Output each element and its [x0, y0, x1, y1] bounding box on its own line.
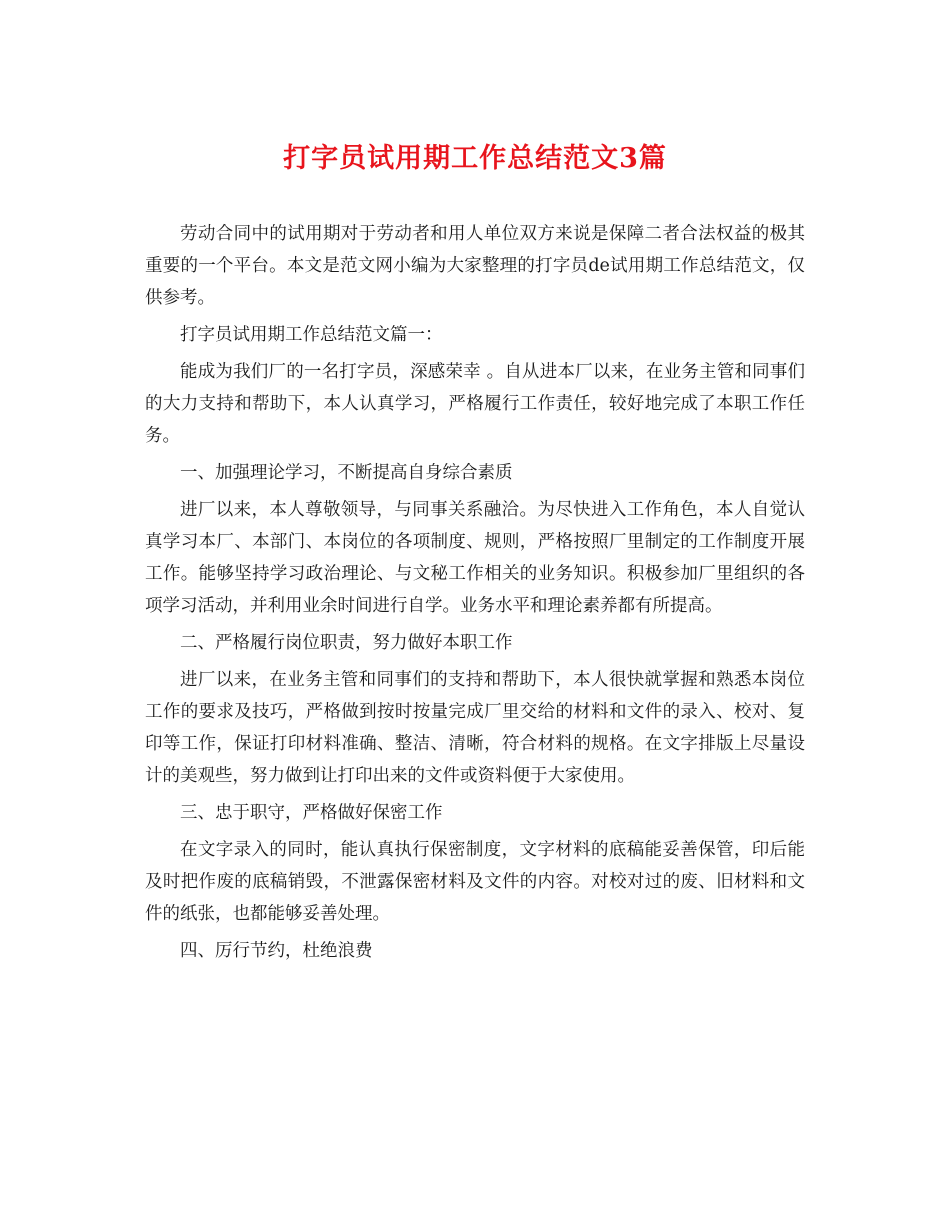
paragraph-section-1: 进厂以来，本人尊敬领导，与同事关系融洽。为尽快进入工作角色，本人自觉认真学习本厂、本部门、本岗位的各项制度、规则，严格按照厂里制定的工作制度开展工作。能够坚持学习政治理论、与文秘工作相关的业务知识。积极参加厂里组织的各项学习活动，并利用业余时间进行自学。业务水平和理论素养都有所提高。 — [145, 499, 805, 617]
section-heading-4: 四、厉行节约，杜绝浪费 — [180, 940, 373, 961]
paragraph-intro: 劳动合同中的试用期对于劳动者和用人单位双方来说是保障二者合法权益的极其重要的一个平台。本文是范文网小编为大家整理的打字员de试用期工作总结范文，仅供参考。 — [145, 224, 805, 309]
section-heading-1: 一、加强理论学习，不断提高自身综合素质 — [180, 462, 513, 483]
paragraph-section-3: 在文字录入的同时，能认真执行保密制度，文字材料的底稿能妥善保管，印后能及时把作废的底稿销毁，不泄露保密材料及文件的内容。对校对过的废、旧材料和文件的纸张，也都能够妥善处理。 — [145, 839, 805, 925]
paragraph-section-2: 进厂以来，在业务主管和同事们的支持和帮助下，本人很快就掌握和熟悉本岗位工作的要求及技巧，严格做到按时按量完成厂里交给的材料和文件的录入、校对、复印等工作，保证打印材料准确、整洁、清晰，符合材料的规格。在文字排版上尽量设计的美观些，努力做到让打印出来的文件或资料便于大家使用。 — [145, 669, 805, 787]
document-title: 打字员试用期工作总结范文3篇 — [283, 143, 667, 174]
section-heading-3: 三、忠于职守，严格做好保密工作 — [180, 802, 443, 823]
section-heading-article-one: 打字员试用期工作总结范文篇一： — [180, 325, 443, 346]
paragraph-opening: 能成为我们厂的一名打字员，深感荣幸 。自从进本厂以来，在业务主管和同事们的大力支持和帮助下，本人认真学习，严格履行工作责任，较好地完成了本职工作任务。 — [145, 361, 805, 447]
document-body — [145, 218, 805, 971]
section-heading-2: 二、严格履行岗位职责，努力做好本职工作 — [180, 632, 513, 653]
